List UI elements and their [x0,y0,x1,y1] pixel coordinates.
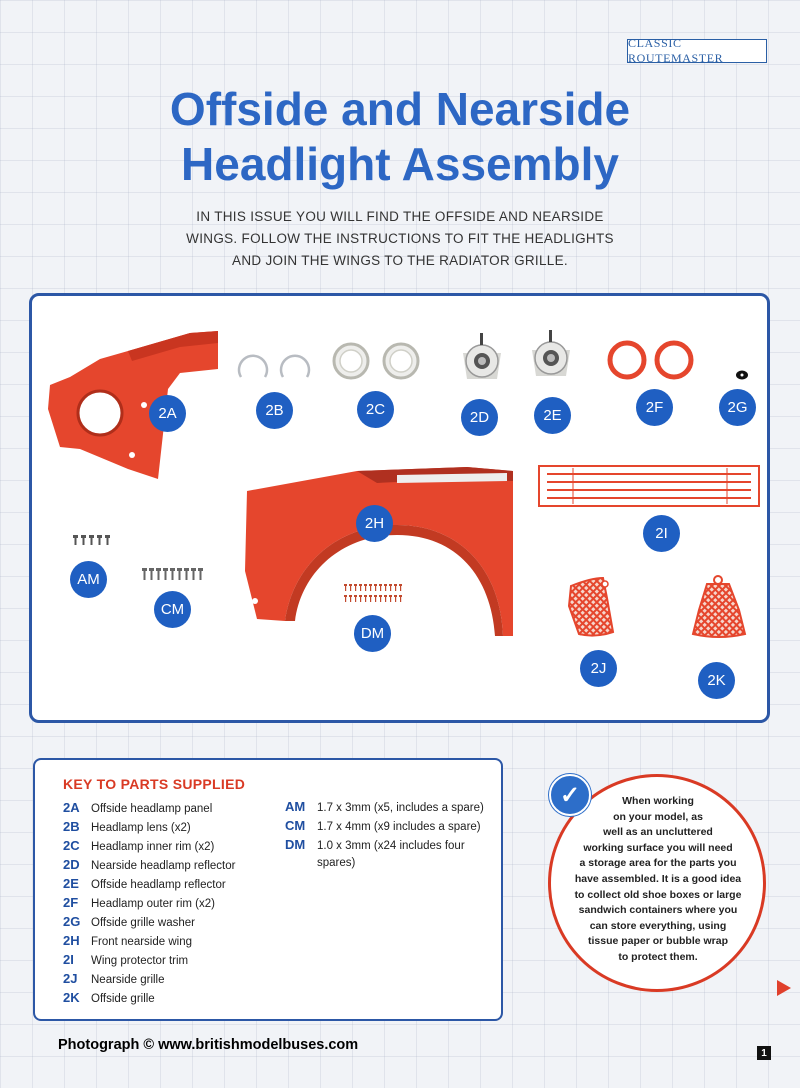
intro-line-2: WINGS. FOLLOW THE INSTRUCTIONS TO FIT THE HEADLIGHTS [186,231,614,246]
grille-washer-image [734,369,750,381]
key-desc-continued: spares) [317,857,356,869]
part-badge-2d: 2D [461,399,498,436]
parts-panel [29,293,770,723]
parts-key [33,758,503,1021]
key-desc: Headlamp inner rim (x2) [91,841,215,853]
key-row-2d [63,857,235,872]
cm-screws-image [142,568,206,582]
key-row-dm [285,837,465,852]
key-row-cm [285,818,481,833]
part-badge-cm: CM [154,591,191,628]
title-line-2: Headlight Assembly [181,138,619,190]
tip-line: on your model, as [613,810,703,823]
tip-line: well as an uncluttered [603,826,713,839]
key-desc: Nearside headlamp reflector [91,860,236,872]
key-row-2e [63,876,226,891]
key-desc: Offside grille washer [91,917,195,929]
key-desc: Headlamp lens (x2) [91,822,191,834]
key-row-am [285,799,484,814]
part-badge-2j: 2J [580,650,617,687]
key-title: KEY TO PARTS SUPPLIED [63,776,246,792]
offside-grille-image [687,574,749,640]
nearside-grille-image [565,576,617,638]
headlamp-panel-image [40,329,230,479]
tip-line: to collect old shoe boxes or large [574,888,742,901]
page-number: 1 [757,1046,771,1060]
part-badge-2k: 2K [698,662,735,699]
part-badge-2i: 2I [643,515,680,552]
part-badge-2f: 2F [636,389,673,426]
intro-line-3: AND JOIN THE WINGS TO THE RADIATOR GRILLE. [232,253,568,268]
key-row-2i [63,952,188,967]
key-code: 2H [63,933,80,948]
key-desc: Offside grille [91,993,155,1005]
wing-protector-trim-image [537,464,761,508]
key-code: 2C [63,838,80,853]
part-badge-2h: 2H [356,505,393,542]
tip-line: to protect them. [618,950,698,963]
key-row-2j [63,971,165,986]
key-code: 2B [63,819,80,834]
key-desc: Offside headlamp panel [91,803,213,815]
dm-screws-image [344,584,414,604]
key-code: 2E [63,876,79,891]
key-desc: Nearside grille [91,974,165,986]
key-row-2k [63,990,155,1005]
headlamp-inner-rim-image [329,341,425,381]
key-code: DM [285,837,306,852]
tip-line: working surface you will need [583,841,733,854]
part-badge-am: AM [70,561,107,598]
headlamp-lens-image [237,351,315,385]
checkmark-icon: ✓ [549,774,591,816]
key-row-2h [63,933,192,948]
part-badge-2g: 2G [719,389,756,426]
key-desc: 1.0 x 3mm (x24 includes four [317,840,465,852]
part-badge-2a: 2A [149,395,186,432]
headlamp-outer-rim-image [606,339,696,381]
tip-line: tissue paper or bubble wrap [587,935,729,948]
intro-text [170,206,630,272]
key-code: 2F [63,895,79,910]
tip-line: sandwich containers where you [578,904,738,917]
key-code: 2I [63,952,74,967]
key-desc: Headlamp outer rim (x2) [91,898,215,910]
key-desc: Wing protector trim [91,955,189,967]
part-badge-dm: DM [354,615,391,652]
key-desc: Offside headlamp reflector [91,879,226,891]
series-tag: CLASSIC ROUTEMASTER [627,39,767,63]
key-code: 2K [63,990,80,1005]
key-desc: Front nearside wing [91,936,192,948]
nearside-reflector-image [457,331,507,389]
photo-credit: Photograph © www.britishmodelbuses.com [58,1037,359,1053]
intro-line-1: IN THIS ISSUE YOU WILL FIND THE OFFSIDE AND NEARSIDE [196,209,604,224]
key-code: 2A [63,800,80,815]
tip-line: have assembled. It is a good idea [574,872,742,885]
tip-text [567,794,749,966]
front-wing-image [237,461,522,636]
key-row-2c [63,838,214,853]
key-desc: 1.7 x 3mm (x5, includes a spare) [317,802,484,814]
tip-line: a storage area for the parts you [579,857,737,870]
tip-line: can store everything, using [589,919,727,932]
key-code: AM [285,799,306,814]
next-page-arrow-icon [777,980,791,996]
key-desc: 1.7 x 4mm (x9 includes a spare) [317,821,481,833]
key-code: CM [285,818,306,833]
key-row-2b [63,819,191,834]
key-row-2f [63,895,215,910]
key-code: 2G [63,914,81,929]
offside-reflector-image [526,328,576,386]
part-badge-2e: 2E [534,397,571,434]
part-badge-2b: 2B [256,392,293,429]
part-badge-2c: 2C [357,391,394,428]
key-code: 2J [63,971,78,986]
key-row-2g [63,914,195,929]
key-code: 2D [63,857,80,872]
key-row-2a [63,800,212,815]
am-screws-image [72,535,110,547]
page-title [60,82,740,192]
tip-line: When working [622,795,694,807]
title-line-1: Offside and Nearside [169,83,631,135]
